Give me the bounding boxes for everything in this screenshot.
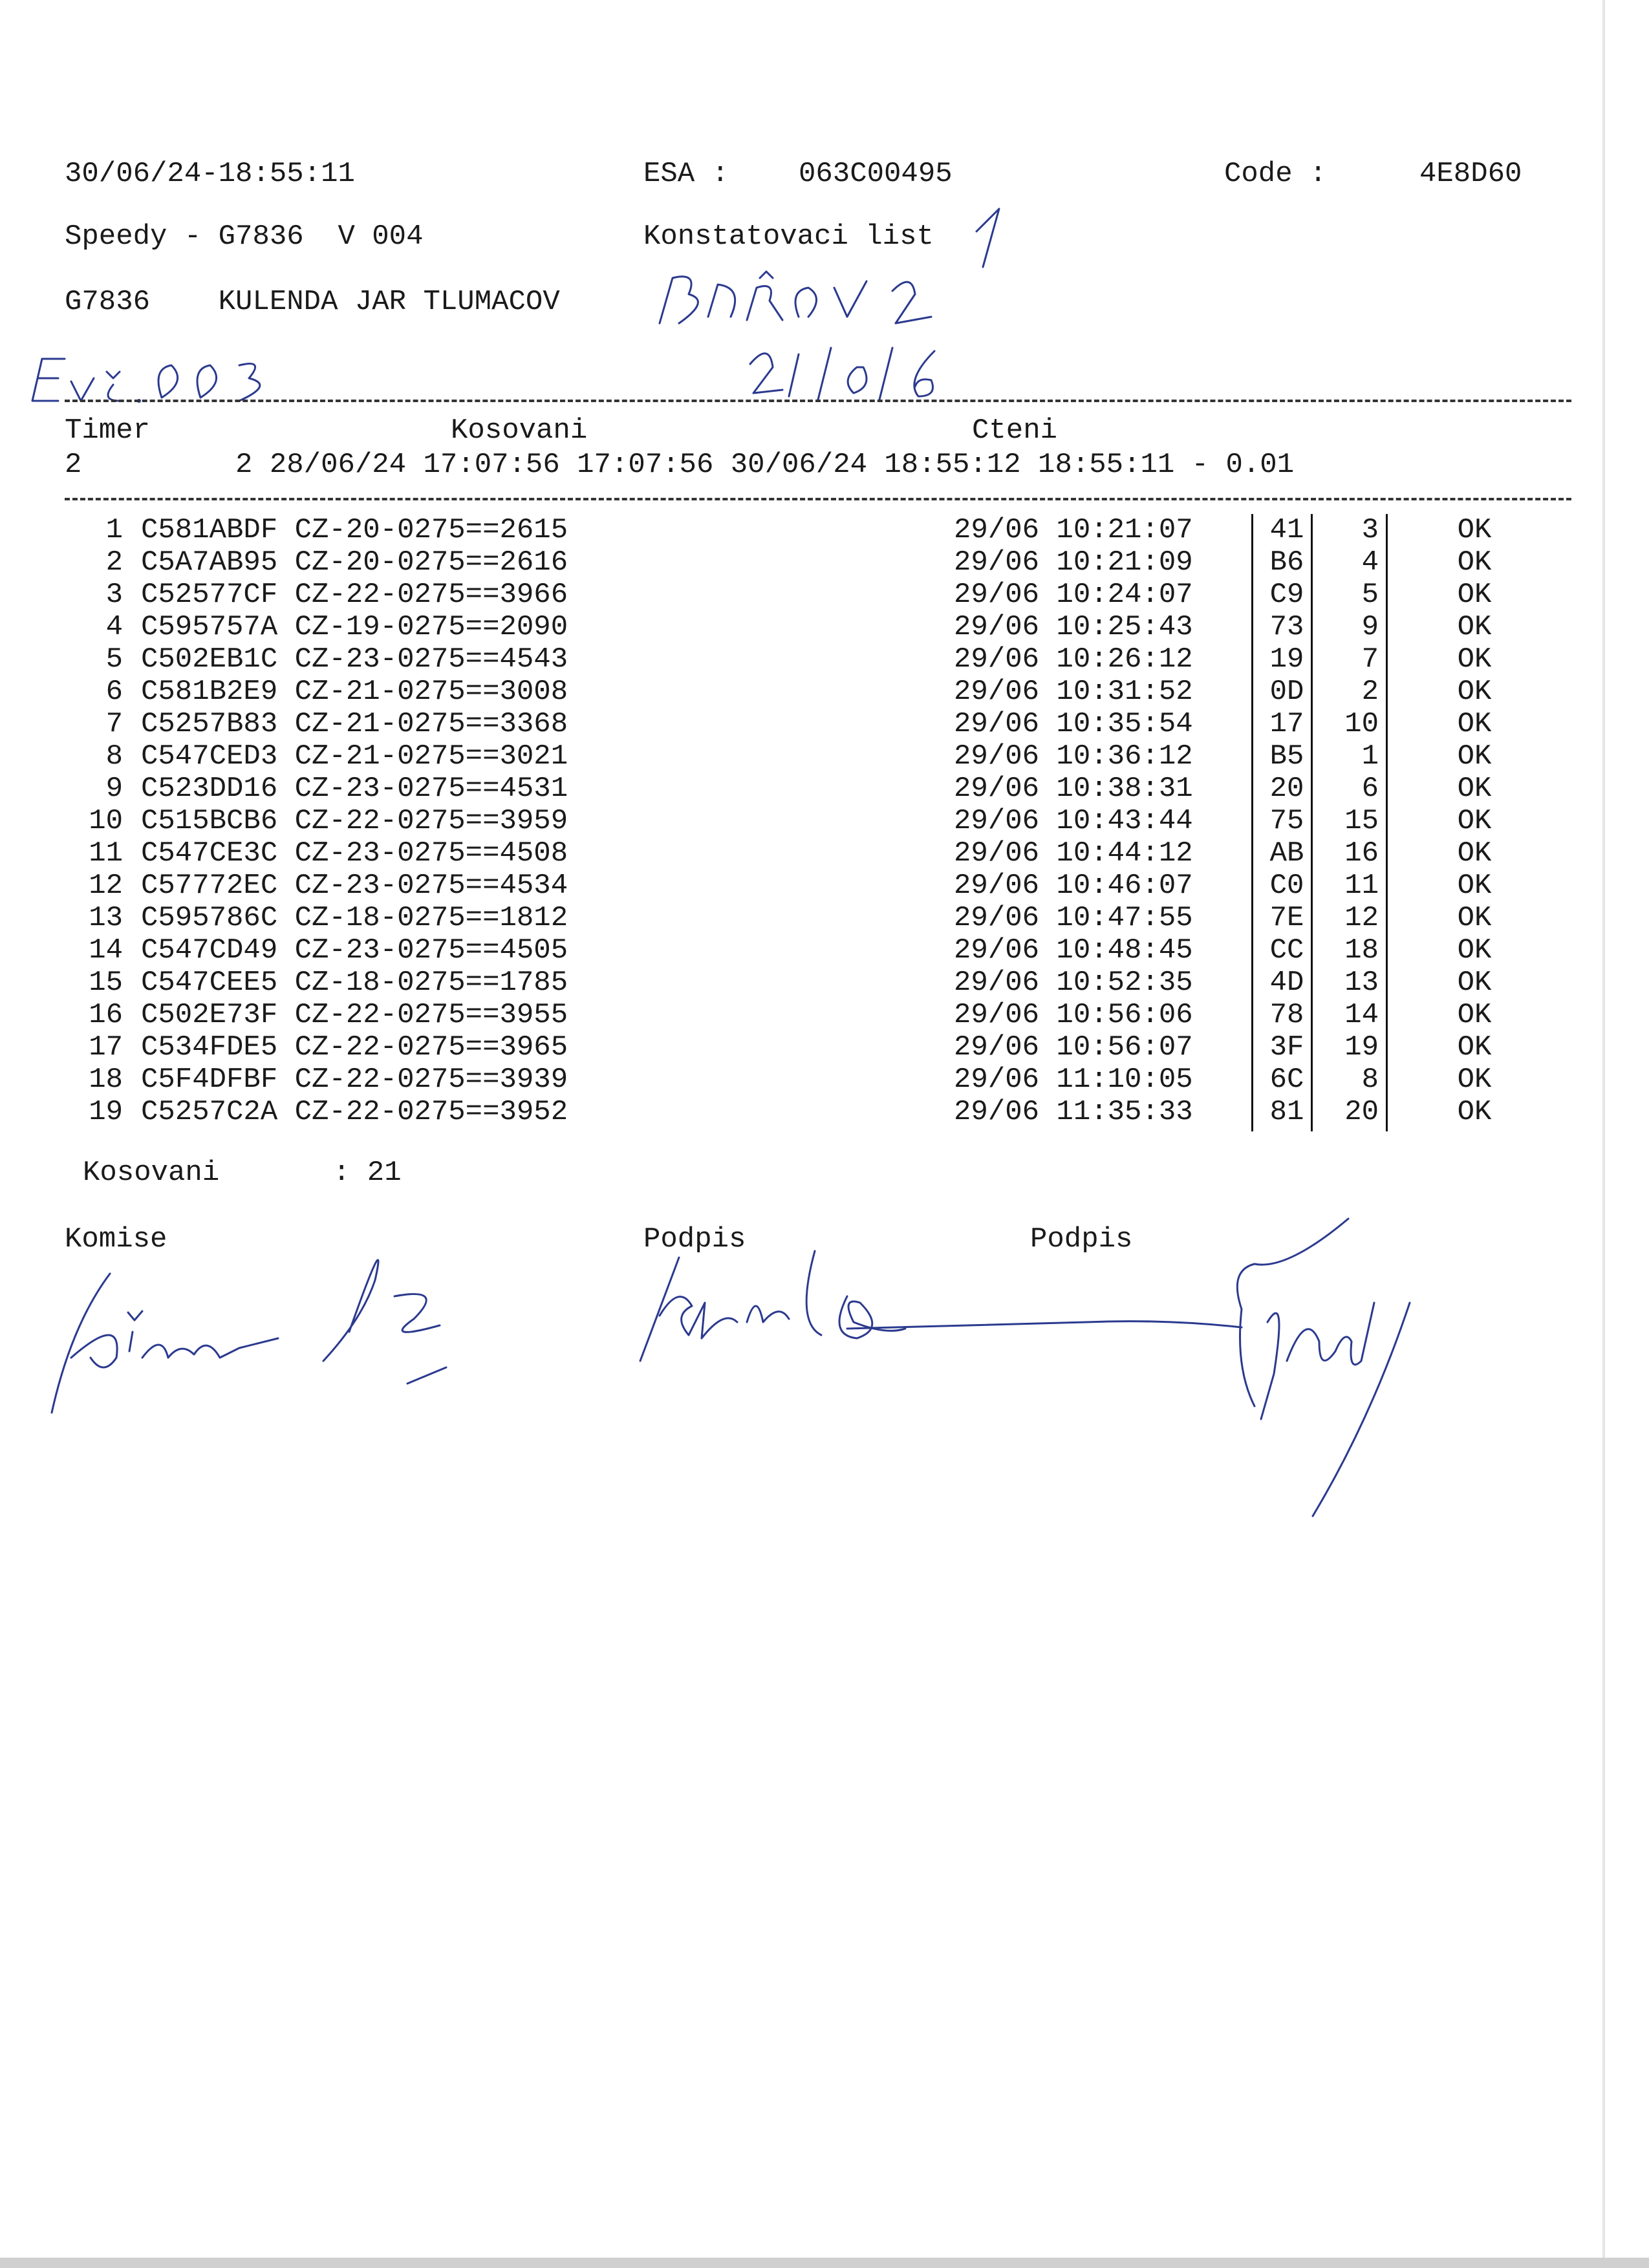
status-ok: OK xyxy=(1457,837,1492,870)
position: 14 xyxy=(1344,999,1379,1031)
handwritten-list-number xyxy=(964,206,1015,273)
esa-label: ESA : xyxy=(643,158,729,190)
arrival-time: 29/06 10:52:35 xyxy=(954,967,1193,999)
divider-bottom xyxy=(65,498,1571,500)
check-code: 3F xyxy=(1269,1031,1304,1064)
podpis-label-2: Podpis xyxy=(1030,1223,1133,1256)
arrival-time: 29/06 10:56:07 xyxy=(954,1031,1193,1064)
status-ok: OK xyxy=(1457,611,1492,643)
owner-line: G7836 KULENDA JAR TLUMACOV xyxy=(65,286,560,318)
entry-number: 19 xyxy=(89,1096,123,1128)
ring-id: C57772EC CZ-23-0275==4534 xyxy=(141,870,568,902)
ring-id: C547CEE5 CZ-18-0275==1785 xyxy=(141,967,568,999)
table-row xyxy=(0,967,1649,999)
ring-id: C52577CF CZ-22-0275==3966 xyxy=(141,579,568,611)
ring-id: C595757A CZ-19-0275==2090 xyxy=(141,611,568,643)
check-code: B5 xyxy=(1269,740,1304,773)
table-row xyxy=(0,934,1649,967)
print-datetime: 30/06/24-18:55:11 xyxy=(65,158,355,190)
position: 10 xyxy=(1344,708,1379,740)
program-version: Speedy - G7836 V 004 xyxy=(65,220,424,253)
arrival-time: 29/06 10:31:52 xyxy=(954,676,1193,708)
position: 1 xyxy=(1361,740,1379,773)
position: 12 xyxy=(1344,902,1379,934)
arrival-time: 29/06 10:56:06 xyxy=(954,999,1193,1031)
column-separator xyxy=(1251,514,1253,1131)
ring-id: C523DD16 CZ-23-0275==4531 xyxy=(141,773,568,805)
check-code: CC xyxy=(1269,934,1304,967)
check-code: 4D xyxy=(1269,967,1304,999)
position: 18 xyxy=(1344,934,1379,967)
table-row xyxy=(0,773,1649,805)
entry-number: 6 xyxy=(105,676,123,708)
timer-data-line: 2 2 28/06/24 17:07:56 17:07:56 30/06/24 18:55:12 18:55:11 - 0.01 xyxy=(65,449,1295,481)
ring-id: C5257C2A CZ-22-0275==3952 xyxy=(141,1096,568,1128)
status-ok: OK xyxy=(1457,643,1492,676)
check-code: AB xyxy=(1269,837,1304,870)
table-row xyxy=(0,740,1649,773)
status-ok: OK xyxy=(1457,1031,1492,1064)
ring-id: C547CD49 CZ-23-0275==4505 xyxy=(141,934,568,967)
entry-number: 9 xyxy=(105,773,123,805)
entry-number: 8 xyxy=(105,740,123,773)
check-code: 78 xyxy=(1269,999,1304,1031)
table-row xyxy=(0,805,1649,837)
position: 15 xyxy=(1344,805,1379,837)
arrival-time: 29/06 10:38:31 xyxy=(954,773,1193,805)
status-ok: OK xyxy=(1457,967,1492,999)
position: 5 xyxy=(1361,579,1379,611)
status-ok: OK xyxy=(1457,870,1492,902)
document-title: Konstatovaci list xyxy=(643,220,934,253)
handwritten-place xyxy=(653,265,944,339)
position: 9 xyxy=(1361,611,1379,643)
check-code: 7E xyxy=(1269,902,1304,934)
entry-number: 7 xyxy=(105,708,123,740)
ring-id: C5F4DFBF CZ-22-0275==3939 xyxy=(141,1064,568,1096)
arrival-time: 29/06 10:47:55 xyxy=(954,902,1193,934)
entry-number: 3 xyxy=(105,579,123,611)
check-code: 6C xyxy=(1269,1064,1304,1096)
status-ok: OK xyxy=(1457,1096,1492,1128)
status-ok: OK xyxy=(1457,805,1492,837)
check-code: B6 xyxy=(1269,546,1304,579)
table-row xyxy=(0,708,1649,740)
status-ok: OK xyxy=(1457,546,1492,579)
ring-id: C534FDE5 CZ-22-0275==3965 xyxy=(141,1031,568,1064)
komise-label: Komise xyxy=(65,1223,167,1256)
arrival-time: 29/06 10:21:09 xyxy=(954,546,1193,579)
ring-id: C581B2E9 CZ-21-0275==3008 xyxy=(141,676,568,708)
entry-number: 2 xyxy=(105,546,123,579)
handwritten-fraction xyxy=(744,341,970,406)
ring-id: C547CED3 CZ-21-0275==3021 xyxy=(141,740,568,773)
kosovani-label: Kosovani xyxy=(451,414,588,447)
table-row xyxy=(0,579,1649,611)
status-ok: OK xyxy=(1457,773,1492,805)
entry-number: 13 xyxy=(89,902,123,934)
arrival-time: 29/06 10:35:54 xyxy=(954,708,1193,740)
podpis-label-1: Podpis xyxy=(643,1223,746,1256)
ring-id: C502E73F CZ-22-0275==3955 xyxy=(141,999,568,1031)
entry-number: 10 xyxy=(89,805,123,837)
table-row xyxy=(0,1031,1649,1064)
entry-number: 15 xyxy=(89,967,123,999)
check-code: 41 xyxy=(1269,514,1304,546)
position: 6 xyxy=(1361,773,1379,805)
table-row xyxy=(0,902,1649,934)
entry-number: 5 xyxy=(105,643,123,676)
ring-id: C581ABDF CZ-20-0275==2615 xyxy=(141,514,568,546)
cteni-label: Cteni xyxy=(972,414,1058,447)
code-value: 4E8D60 xyxy=(1419,158,1522,190)
position: 19 xyxy=(1344,1031,1379,1064)
entry-number: 16 xyxy=(89,999,123,1031)
status-ok: OK xyxy=(1457,934,1492,967)
position: 20 xyxy=(1344,1096,1379,1128)
check-code: C0 xyxy=(1269,870,1304,902)
table-row xyxy=(0,611,1649,643)
timer-label: Timer xyxy=(65,414,151,447)
status-ok: OK xyxy=(1457,514,1492,546)
check-code: C9 xyxy=(1269,579,1304,611)
position: 11 xyxy=(1344,870,1379,902)
arrival-time: 29/06 10:44:12 xyxy=(954,837,1193,870)
entry-number: 12 xyxy=(89,870,123,902)
column-separator xyxy=(1386,514,1388,1131)
entry-number: 1 xyxy=(105,514,123,546)
signature-podpis-1 xyxy=(634,1232,1248,1364)
check-code: 0D xyxy=(1269,676,1304,708)
entry-number: 18 xyxy=(89,1064,123,1096)
position: 8 xyxy=(1361,1064,1379,1096)
table-row xyxy=(0,514,1649,546)
table-row xyxy=(0,1064,1649,1096)
signature-podpis-2 xyxy=(1216,1212,1423,1526)
code-label: Code : xyxy=(1224,158,1327,190)
status-ok: OK xyxy=(1457,1064,1492,1096)
table-row xyxy=(0,999,1649,1031)
status-ok: OK xyxy=(1457,902,1492,934)
position: 13 xyxy=(1344,967,1379,999)
ring-id: C595786C CZ-18-0275==1812 xyxy=(141,902,568,934)
check-code: 20 xyxy=(1269,773,1304,805)
arrival-time: 29/06 11:35:33 xyxy=(954,1096,1193,1128)
entry-number: 11 xyxy=(89,837,123,870)
check-code: 19 xyxy=(1269,643,1304,676)
status-ok: OK xyxy=(1457,579,1492,611)
entry-number: 17 xyxy=(89,1031,123,1064)
check-code: 73 xyxy=(1269,611,1304,643)
summary-kosovani-label: Kosovani xyxy=(83,1157,220,1189)
table-row xyxy=(0,546,1649,579)
scan-bottom-edge xyxy=(0,2258,1649,2268)
scan-right-edge xyxy=(1602,0,1605,2268)
table-row xyxy=(0,676,1649,708)
ring-id: C515BCB6 CZ-22-0275==3959 xyxy=(141,805,568,837)
arrival-time: 29/06 10:24:07 xyxy=(954,579,1193,611)
arrival-time: 29/06 10:21:07 xyxy=(954,514,1193,546)
arrival-time: 29/06 10:48:45 xyxy=(954,934,1193,967)
table-row xyxy=(0,837,1649,870)
table-row xyxy=(0,1096,1649,1128)
ring-id: C502EB1C CZ-23-0275==4543 xyxy=(141,643,568,676)
esa-value: 063C00495 xyxy=(799,158,953,190)
status-ok: OK xyxy=(1457,676,1492,708)
arrival-time: 29/06 10:46:07 xyxy=(954,870,1193,902)
position: 4 xyxy=(1361,546,1379,579)
position: 7 xyxy=(1361,643,1379,676)
arrival-time: 29/06 10:26:12 xyxy=(954,643,1193,676)
status-ok: OK xyxy=(1457,999,1492,1031)
position: 16 xyxy=(1344,837,1379,870)
divider-top xyxy=(65,400,1571,402)
arrival-time: 29/06 10:36:12 xyxy=(954,740,1193,773)
ring-id: C547CE3C CZ-23-0275==4508 xyxy=(141,837,568,870)
entry-number: 14 xyxy=(89,934,123,967)
arrival-time: 29/06 10:25:43 xyxy=(954,611,1193,643)
ring-id: C5A7AB95 CZ-20-0275==2616 xyxy=(141,546,568,579)
ring-id: C5257B83 CZ-21-0275==3368 xyxy=(141,708,568,740)
arrival-time: 29/06 11:10:05 xyxy=(954,1064,1193,1096)
summary-kosovani-value: : 21 xyxy=(333,1157,402,1189)
status-ok: OK xyxy=(1457,740,1492,773)
check-code: 17 xyxy=(1269,708,1304,740)
column-separator xyxy=(1311,514,1313,1131)
table-row xyxy=(0,643,1649,676)
status-ok: OK xyxy=(1457,708,1492,740)
signature-komise xyxy=(45,1228,459,1426)
position: 3 xyxy=(1361,514,1379,546)
position: 2 xyxy=(1361,676,1379,708)
check-code: 81 xyxy=(1269,1096,1304,1128)
entry-number: 4 xyxy=(105,611,123,643)
check-code: 75 xyxy=(1269,805,1304,837)
arrival-time: 29/06 10:43:44 xyxy=(954,805,1193,837)
table-row xyxy=(0,870,1649,902)
